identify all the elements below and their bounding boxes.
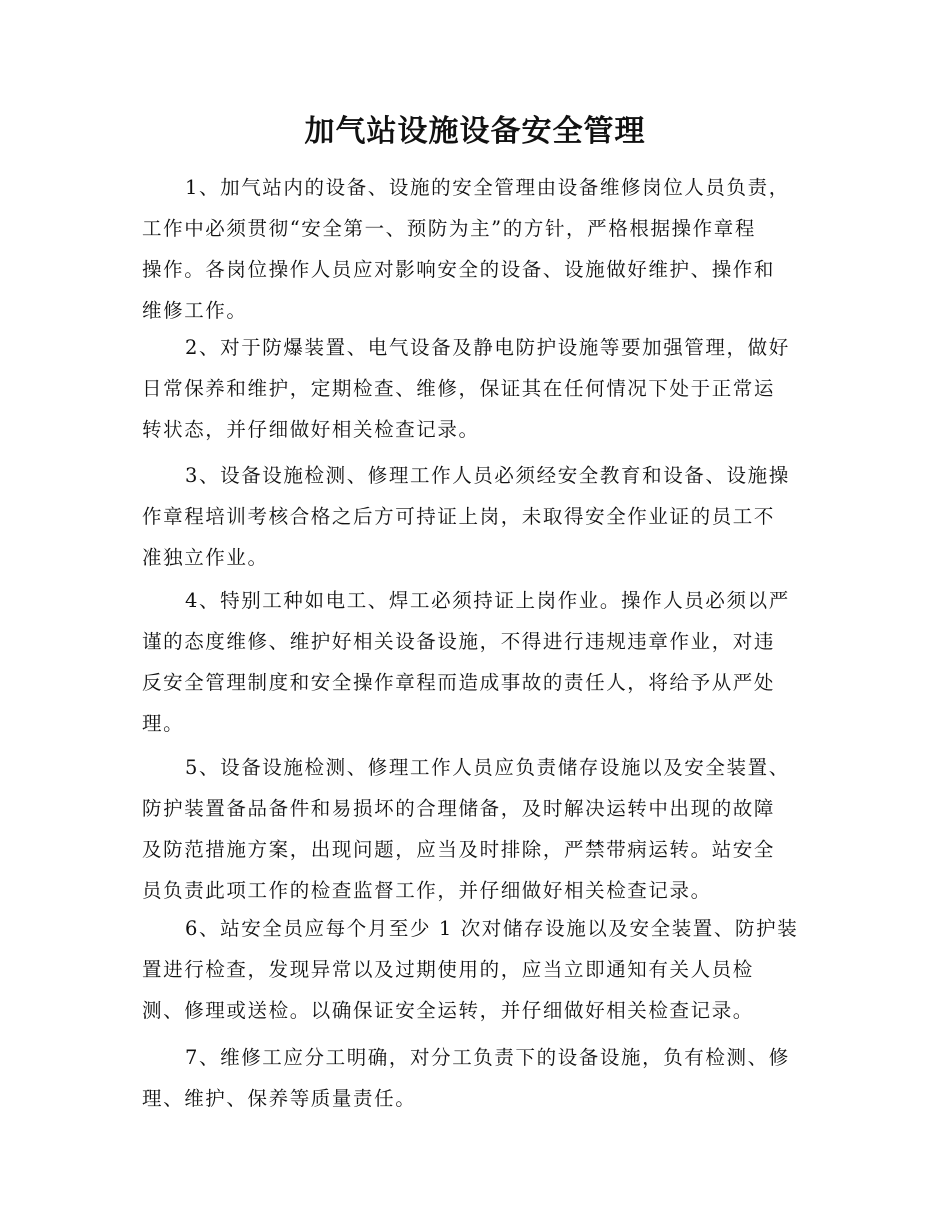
paragraph-line: 理、维护、保养等质量责任。	[142, 1087, 417, 1110]
paragraph-line: 置进行检查，发现异常以及过期使用的，应当立即通知有关人员检	[142, 958, 754, 981]
paragraph-line: 转状态，并仔细做好相关检查记录。	[142, 418, 480, 441]
paragraph-line: 7、维修工应分工明确，对分工负责下的设备设施，负有检测、修	[185, 1046, 790, 1069]
paragraph-line: 理。	[142, 712, 185, 735]
paragraph-1	[142, 167, 812, 331]
paragraph-line: 工作中必须贯彻“安全第一、预防为主”的方针，严格根据操作章程	[142, 217, 756, 240]
paragraph-line: 4、特别工种如电工、焊工必须持证上岗作业。操作人员必须以严	[185, 589, 790, 612]
paragraph-line: 2、对于防爆装置、电气设备及静电防护设施等要加强管理，做好	[185, 336, 790, 359]
paragraph-line: 准独立作业。	[142, 546, 269, 569]
paragraph-line: 1、加气站内的设备、设施的安全管理由设备维修岗位人员负责，	[185, 176, 790, 199]
paragraph-4	[142, 580, 812, 744]
paragraph-line: 维修工作。	[142, 299, 248, 322]
paragraph-6	[142, 908, 812, 1031]
paragraph-7	[142, 1037, 812, 1119]
paragraph-line: 操作。各岗位操作人员应对影响安全的设备、设施做好维护、操作和	[142, 258, 776, 281]
paragraph-line: 防护装置备品备件和易损坏的合理储备，及时解决运转中出现的故障	[142, 797, 776, 820]
page-title: 加气站设施设备安全管理	[304, 114, 646, 149]
paragraph-line: 作章程培训考核合格之后方可持证上岗，未取得安全作业证的员工不	[142, 505, 776, 528]
paragraph-line: 3、设备设施检测、修理工作人员必须经安全教育和设备、设施操	[185, 464, 790, 487]
paragraph-line: 反安全管理制度和安全操作章程而造成事故的责任人，将给予从严处	[142, 671, 776, 694]
paragraph-line: 6、站安全员应每个月至少 1 次对储存设施以及安全装置、防护装	[185, 917, 799, 940]
paragraph-5	[142, 747, 812, 911]
paragraph-line: 员负责此项工作的检查监督工作，并仔细做好相关检查记录。	[142, 879, 712, 902]
paragraph-2	[142, 327, 812, 450]
paragraph-line: 日常保养和维护，定期检查、维修，保证其在任何情况下处于正常运	[142, 377, 776, 400]
paragraph-line: 5、设备设施检测、修理工作人员应负责储存设施以及安全装置、	[185, 756, 790, 779]
paragraph-line: 谨的态度维修、维护好相关设备设施，不得进行违规违章作业，对违	[142, 630, 776, 653]
paragraph-3	[142, 455, 812, 578]
paragraph-line: 测、修理或送检。以确保证安全运转，并仔细做好相关检查记录。	[142, 999, 754, 1022]
paragraph-line: 及防范措施方案，出现问题，应当及时排除，严禁带病运转。站安全	[142, 838, 776, 861]
